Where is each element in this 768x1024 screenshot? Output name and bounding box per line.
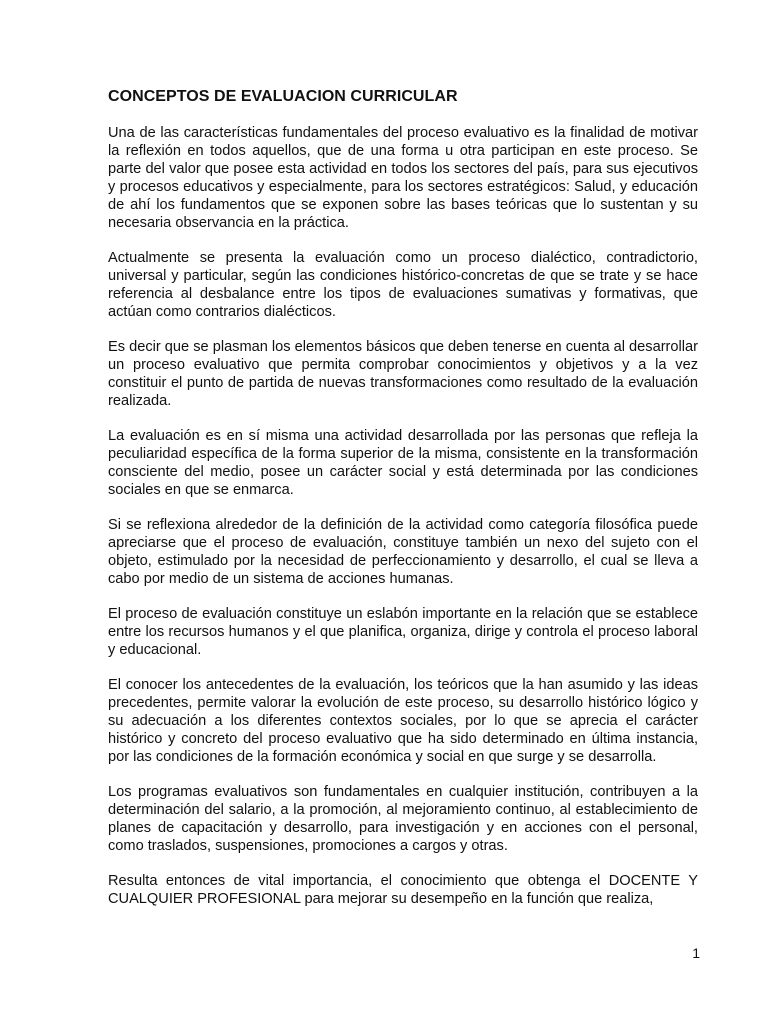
paragraph-5: Si se reflexiona alrededor de la definición de la actividad como categoría filosófica puede apreciarse que el proceso de evaluación, constituye también un nexo del sujeto con el objeto, estimulado por la necesidad de perfeccionamiento y desarrollo, el cual se lleva a cabo por medio de un sistema de acciones humanas. (108, 517, 698, 587)
paragraph-7: El conocer los antecedentes de la evaluación, los teóricos que la han asumido y las ideas precedentes, permite valorar la evolución de este proceso, su desarrollo histórico lógico y su adecuación a los diferentes contextos sociales, por lo que se aprecia el carácter histórico y concreto del proceso evaluativo que ha sido determinado en última instancia, por las condiciones de la formación económica y social en que surge y se desarrolla. (108, 677, 698, 765)
page-number: 1 (692, 945, 700, 961)
paragraph-6: El proceso de evaluación constituye un eslabón importante en la relación que se establece entre los recursos humanos y el que planifica, organiza, dirige y controla el proceso laboral y educacional. (108, 606, 698, 658)
paragraph-3: Es decir que se plasman los elementos básicos que deben tenerse en cuenta al desarrollar un proceso evaluativo que permita comprobar conocimientos y objetivos y a la vez constituir el punto de partida de nuevas transformaciones como resultado de la evaluación realizada. (108, 339, 698, 409)
paragraph-1: Una de las características fundamentales del proceso evaluativo es la finalidad de motivar la reflexión en todos aquellos, que de una forma u otra participan en este proceso. Se parte del valor que posee esta actividad en todos los sectores del país, para sus ejecutivos y procesos educativos y especialmente, para los sectores estratégicos: Salud, y educación de ahí los fundamentos que se exponen sobre las bases teóricas que lo sustentan y su necesaria observancia en la práctica. (108, 125, 698, 231)
document-title: CONCEPTOS DE EVALUACION CURRICULAR (108, 88, 458, 105)
paragraph-9: Resulta entonces de vital importancia, el conocimiento que obtenga el DOCENTE Y CUALQUIER PROFESIONAL para mejorar su desempeño en la función que realiza, (108, 873, 698, 907)
paragraph-8: Los programas evaluativos son fundamentales en cualquier institución, contribuyen a la determinación del salario, a la promoción, al mejoramiento continuo, al establecimiento de planes de capacitación y desarrollo, para investigación y en acciones con el personal, como traslados, suspensiones, promociones a cargos y otras. (108, 784, 698, 854)
paragraph-2: Actualmente se presenta la evaluación como un proceso dialéctico, contradictorio, universal y particular, según las condiciones histórico-concretas de que se trate y se hace referencia al desbalance entre los tipos de evaluaciones sumativas y formativas, que actúan como contrarios dialécticos. (108, 250, 698, 320)
paragraph-4: La evaluación es en sí misma una actividad desarrollada por las personas que refleja la peculiaridad específica de la forma superior de la misma, consistente en la transformación consciente del medio, posee un carácter social y está determinada por las condiciones sociales en que se enmarca. (108, 428, 698, 498)
document-body (108, 124, 698, 925)
